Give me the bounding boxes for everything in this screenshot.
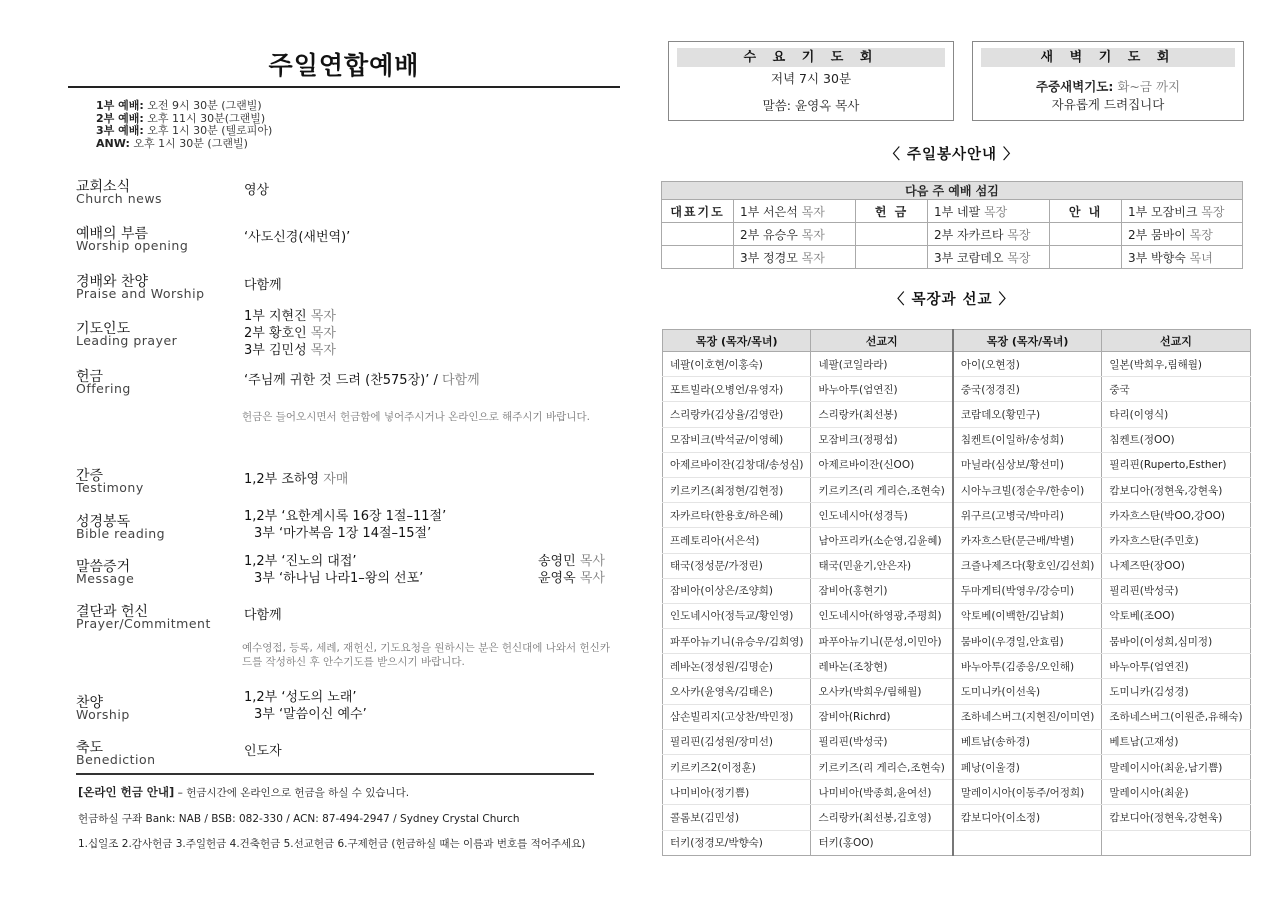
online-offering-title: [온라인 헌금 안내] – 헌금시간에 온라인으로 헌금을 하실 수 있습니다.: [78, 785, 410, 799]
service-time-1: 1부 예배: 오전 9시 30분 (그랜빌): [96, 99, 262, 112]
table-cell: 잠비아(이상은/조양희): [663, 578, 811, 603]
table-cell: 타리(이영식): [1102, 402, 1250, 427]
table-cell: 말레이시아(최윤): [1102, 780, 1250, 805]
table-cell: 스리랑카(최선봉,김호영): [811, 805, 953, 830]
bottom-divider: [76, 773, 594, 775]
table-cell: 일본(박희우,림해월): [1102, 352, 1250, 377]
table-cell: 인도네시아(성경득): [811, 503, 953, 528]
mission-section-title: 〈 목장과 선교 〉: [889, 292, 1015, 308]
table-row: [663, 528, 1251, 553]
table-cell: 나미비아(정기쁨): [663, 780, 811, 805]
mission-table-body: [663, 352, 1251, 856]
table-cell: 카자흐스탄(박OO,강OO): [1102, 503, 1250, 528]
table-row: [663, 578, 1251, 603]
table-cell: 위구르(고병국/박마리): [953, 503, 1102, 528]
table-row: [663, 503, 1251, 528]
online-offering-types: 1.십일조 2.감사헌금 3.주일헌금 4.건축헌금 5.선교헌금 6.구제헌금 (헌금하실 때는 이름과 번호를 적어주세요): [78, 838, 586, 850]
table-cell: 캄보디아(이소정): [953, 805, 1102, 830]
table-cell: 키르키즈(최정현/김현정): [663, 477, 811, 502]
dawn-prayer-box: [972, 41, 1244, 121]
table-row: [663, 477, 1251, 502]
dawn-prayer-days: 주중새벽기도: 화~금 까지: [1035, 79, 1181, 94]
service-time-anw: ANW: 오후 1시 30분 (그랜빌): [96, 136, 248, 150]
table-cell: [1102, 830, 1250, 855]
table-cell: 콜롬보(김민성): [663, 805, 811, 830]
service-section-title: 〈 주일봉사안내 〉: [885, 147, 1019, 163]
table-row: [663, 805, 1251, 830]
table-cell: 바누아투(김종응/오인해): [953, 654, 1102, 679]
table-cell: 모잠비크(정평섭): [811, 427, 953, 452]
dawn-prayer-title: 새 벽 기 도 회: [981, 48, 1235, 67]
table-cell: 인도네시아(정득교/황인영): [663, 603, 811, 628]
table-cell: 태국(정성문/가정린): [663, 553, 811, 578]
table-cell: 삼손빌리지(고상찬/박민정): [663, 704, 811, 729]
dawn-prayer-note: 자유롭게 드려집니다: [1051, 97, 1165, 112]
table-cell: 베트남(고재성): [1102, 729, 1250, 754]
table-cell: 필리핀(박성국): [1102, 578, 1250, 603]
table-cell: 중국: [1102, 377, 1250, 402]
table-cell: 네팔(이호현/이홍숙): [663, 352, 811, 377]
table-row: [663, 629, 1251, 654]
table-cell: 시아누크빌(정순우/한송이): [953, 477, 1102, 502]
table-cell: 도미니카(김성경): [1102, 679, 1250, 704]
table-cell: 터키(정경모/박향숙): [663, 830, 811, 855]
table-cell: 모잠비크(박석균/이영혜): [663, 427, 811, 452]
table-cell: [953, 830, 1102, 855]
table-cell: 두마게티(박영우/강승미): [953, 578, 1102, 603]
table-cell: 스리랑카(최선봉): [811, 402, 953, 427]
table-cell: 잠비아(홍현기): [811, 578, 953, 603]
wednesday-prayer-speaker: 말씀: 윤영옥 목사: [762, 98, 860, 113]
offering-note: 헌금은 들어오시면서 헌금함에 넣어주시거나 온라인으로 해주시기 바랍니다.: [242, 411, 590, 423]
table-cell: 악토베(이백한/김남희): [953, 603, 1102, 628]
table-row: 3부 정경모 목자 3부 코람데오 목장 3부 박향숙 목녀: [662, 246, 1243, 269]
table-cell: 키르키즈2(이정훈): [663, 755, 811, 780]
table-row: [663, 755, 1251, 780]
message-pastors: 송영민 목사 윤영옥 목사: [538, 554, 605, 586]
table-cell: 마닐라(심상보/황선미): [953, 452, 1102, 477]
table-cell: 캄보디아(정현욱,강현욱): [1102, 805, 1250, 830]
table-cell: 침켄트(이일하/송성희): [953, 427, 1102, 452]
table-row: 대표기도 1부 서은석 목자 헌 금 1부 네팔 목장 안 내 1부 모잠비크 목장: [662, 200, 1243, 223]
table-cell: 뭄바이(우경일,안효림): [953, 629, 1102, 654]
table-cell: 조하네스버그(지현진/이미연): [953, 704, 1102, 729]
table-cell: 페낭(이울경): [953, 755, 1102, 780]
table-cell: 나미비아(박종희,윤여선): [811, 780, 953, 805]
wednesday-prayer-title: 수 요 기 도 회: [677, 48, 945, 67]
table-cell: 키르키즈(리 게리슨,조현숙): [811, 477, 953, 502]
table-cell: 조하네스버그(이원준,유해숙): [1102, 704, 1250, 729]
table-cell: 크즐나제즈다(황호인/김선희): [953, 553, 1102, 578]
table-cell: 나제즈딴(장OO): [1102, 553, 1250, 578]
table-row: [663, 830, 1251, 855]
wednesday-prayer-box: [668, 41, 954, 121]
service-time-2: 2부 예배: 오후 11시 30분(그랜빌): [96, 111, 266, 125]
table-cell: 아제르바이잔(신OO): [811, 452, 953, 477]
bulletin-left-page: 주일연합예배 1부 예배: 오전 9시 30분 (그랜빌) 2부 예배: 오후 11시 30분(그랜빌) 3부 예배: 오후 1시 30분 (텔로피아) ANW: 오후 1시 30분 (그랜빌) 교회소식 Church news 영상 예배의 부름 Worship opening ‘사도신경(새번역)’ 경배와 찬양 Praise and Worship 다함께 기도인도 Leading prayer 1부 지현진 목자 2부 황호인 목자 3부 김민성 목자 헌금 Offering ‘주님께 귀한 것 드려 (찬575장)’ / 다함께 헌금은 들어오시면서 헌금함에 넣어주시거나 온라인으로 해주시기 바랍니다. 간증 Testimony 1,2부 조하영 자매 성경봉독 Bible reading 1,2부 ‘요한계시록 16장 1절–11절’ 3부 ‘마가복음 1장 14절–15절’ 말씀증거 Message 1,2부 ‘진노의 대접’ 3부 ‘하나님 나라1–왕의 선포’ 송영민 목사 윤영옥 목사 결단과 헌신 Prayer/Commitment 다함께 예수영접, 등록, 세례, 재헌신, 기도요청을 원하시는 분은 헌신대에 나와서 헌신카드를 작성하신 후 안수기도를 받으시기 바랍니다. 찬양 Worship 1,2부 ‘성도의 노래’ 3부 ‘말씀이신 예수’ 축도 Benediction 인도자 [온라인 헌금 안내] – 헌금시간에 온라인으로 헌금을 하실 수 있습니다. 헌금하실 구좌 Bank: NAB / BSB: 082-330 / ACN: 87-494-2947 / Sydney Crystal Church 1.십일조 2.감사헌금 3.주일헌금 4.건축헌금 5.선교헌금 6.구제헌금 (헌금하실 때는 이름과 번호를 적어주세요): [0, 0, 640, 905]
title-divider: [68, 86, 620, 88]
mission-table: [662, 329, 1251, 856]
table-cell: 캄보디아(정현욱,강현욱): [1102, 477, 1250, 502]
table-cell: 아이(오현정): [953, 352, 1102, 377]
service-time-3: 3부 예배: 오후 1시 30분 (텔로피아): [96, 124, 273, 137]
table-cell: 자카르타(한용호/하은혜): [663, 503, 811, 528]
table-cell: 네팔(코일라라): [811, 352, 953, 377]
table-cell: 레바논(조창현): [811, 654, 953, 679]
table-cell: 바누아투(엄연진): [1102, 654, 1250, 679]
table-cell: 말레이시아(최윤,남기쁨): [1102, 755, 1250, 780]
table-cell: 베트남(송하경): [953, 729, 1102, 754]
table-row: [663, 780, 1251, 805]
online-offering-bank: 헌금하실 구좌 Bank: NAB / BSB: 082-330 / ACN: 87-494-2947 / Sydney Crystal Church: [78, 813, 520, 825]
table-cell: 코람데오(황민구): [953, 402, 1102, 427]
prayer-leaders: 1부 지현진 목자 2부 황호인 목자 3부 김민성 목자: [244, 309, 336, 358]
page-title: 주일연합예배: [268, 51, 420, 80]
table-cell: 포트빌라(오병언/유영자): [663, 377, 811, 402]
service-times: [96, 100, 272, 150]
table-row: [663, 603, 1251, 628]
table-row: [663, 729, 1251, 754]
table-row: [663, 654, 1251, 679]
table-row: 2부 유승우 목자 2부 자카르타 목장 2부 뭄바이 목장: [662, 223, 1243, 246]
table-cell: 프레토리아(서은석): [663, 528, 811, 553]
table-cell: 오사카(윤영옥/김태은): [663, 679, 811, 704]
table-cell: 카자흐스탄(문근배/박별): [953, 528, 1102, 553]
table-row: [663, 402, 1251, 427]
table-cell: 잠비아(Richrd): [811, 704, 953, 729]
table-cell: 스리랑카(김상율/김영란): [663, 402, 811, 427]
table-row: [663, 377, 1251, 402]
table-cell: 남아프리카(소순영,김윤혜): [811, 528, 953, 553]
table-cell: 파푸아뉴기니(문성,이민아): [811, 629, 953, 654]
table-cell: 파푸아뉴기니(유승우/김희영): [663, 629, 811, 654]
table-cell: 침켄트(정OO): [1102, 427, 1250, 452]
table-cell: 아제르바이잔(김창대/송성심): [663, 452, 811, 477]
table-row: [663, 553, 1251, 578]
wednesday-prayer-time: 저녁 7시 30분: [770, 71, 852, 86]
table-cell: 오사카(박희우/림해월): [811, 679, 953, 704]
table-cell: 뭄바이(이성희,심미정): [1102, 629, 1250, 654]
table-cell: 필리핀(김성원/장미선): [663, 729, 811, 754]
table-cell: 키르키즈(리 게리슨,조현숙): [811, 755, 953, 780]
table-cell: 악토베(조OO): [1102, 603, 1250, 628]
table-cell: 태국(민윤기,안은자): [811, 553, 953, 578]
table-cell: 도미니카(이선욱): [953, 679, 1102, 704]
commitment-note: 예수영접, 등록, 세례, 재헌신, 기도요청을 원하시는 분은 헌신대에 나와서 헌신카드를 작성하신 후 안수기도를 받으시기 바랍니다.: [242, 642, 610, 668]
table-cell: 중국(정경진): [953, 377, 1102, 402]
table-row: [663, 427, 1251, 452]
table-row: [663, 704, 1251, 729]
table-cell: 필리핀(Ruperto,Esther): [1102, 452, 1250, 477]
table-row: [663, 352, 1251, 377]
table-cell: 카자흐스탄(주민호): [1102, 528, 1250, 553]
table-cell: 필리핀(박성국): [811, 729, 953, 754]
table-row: [663, 452, 1251, 477]
mission-table-header: 목장 (목자/목녀) 선교지 목장 (목자/목녀) 선교지: [663, 330, 1251, 352]
table-cell: 말레이시아(이동주/어정희): [953, 780, 1102, 805]
table-row: [663, 679, 1251, 704]
table-cell: 터키(홍OO): [811, 830, 953, 855]
service-table-header: 다음 주 예배 섬김: [662, 182, 1243, 200]
table-cell: 바누아투(엄연진): [811, 377, 953, 402]
table-cell: 인도네시아(하영광,주평희): [811, 603, 953, 628]
service-schedule-table: [661, 181, 1243, 269]
table-cell: 레바논(정성원/김명순): [663, 654, 811, 679]
